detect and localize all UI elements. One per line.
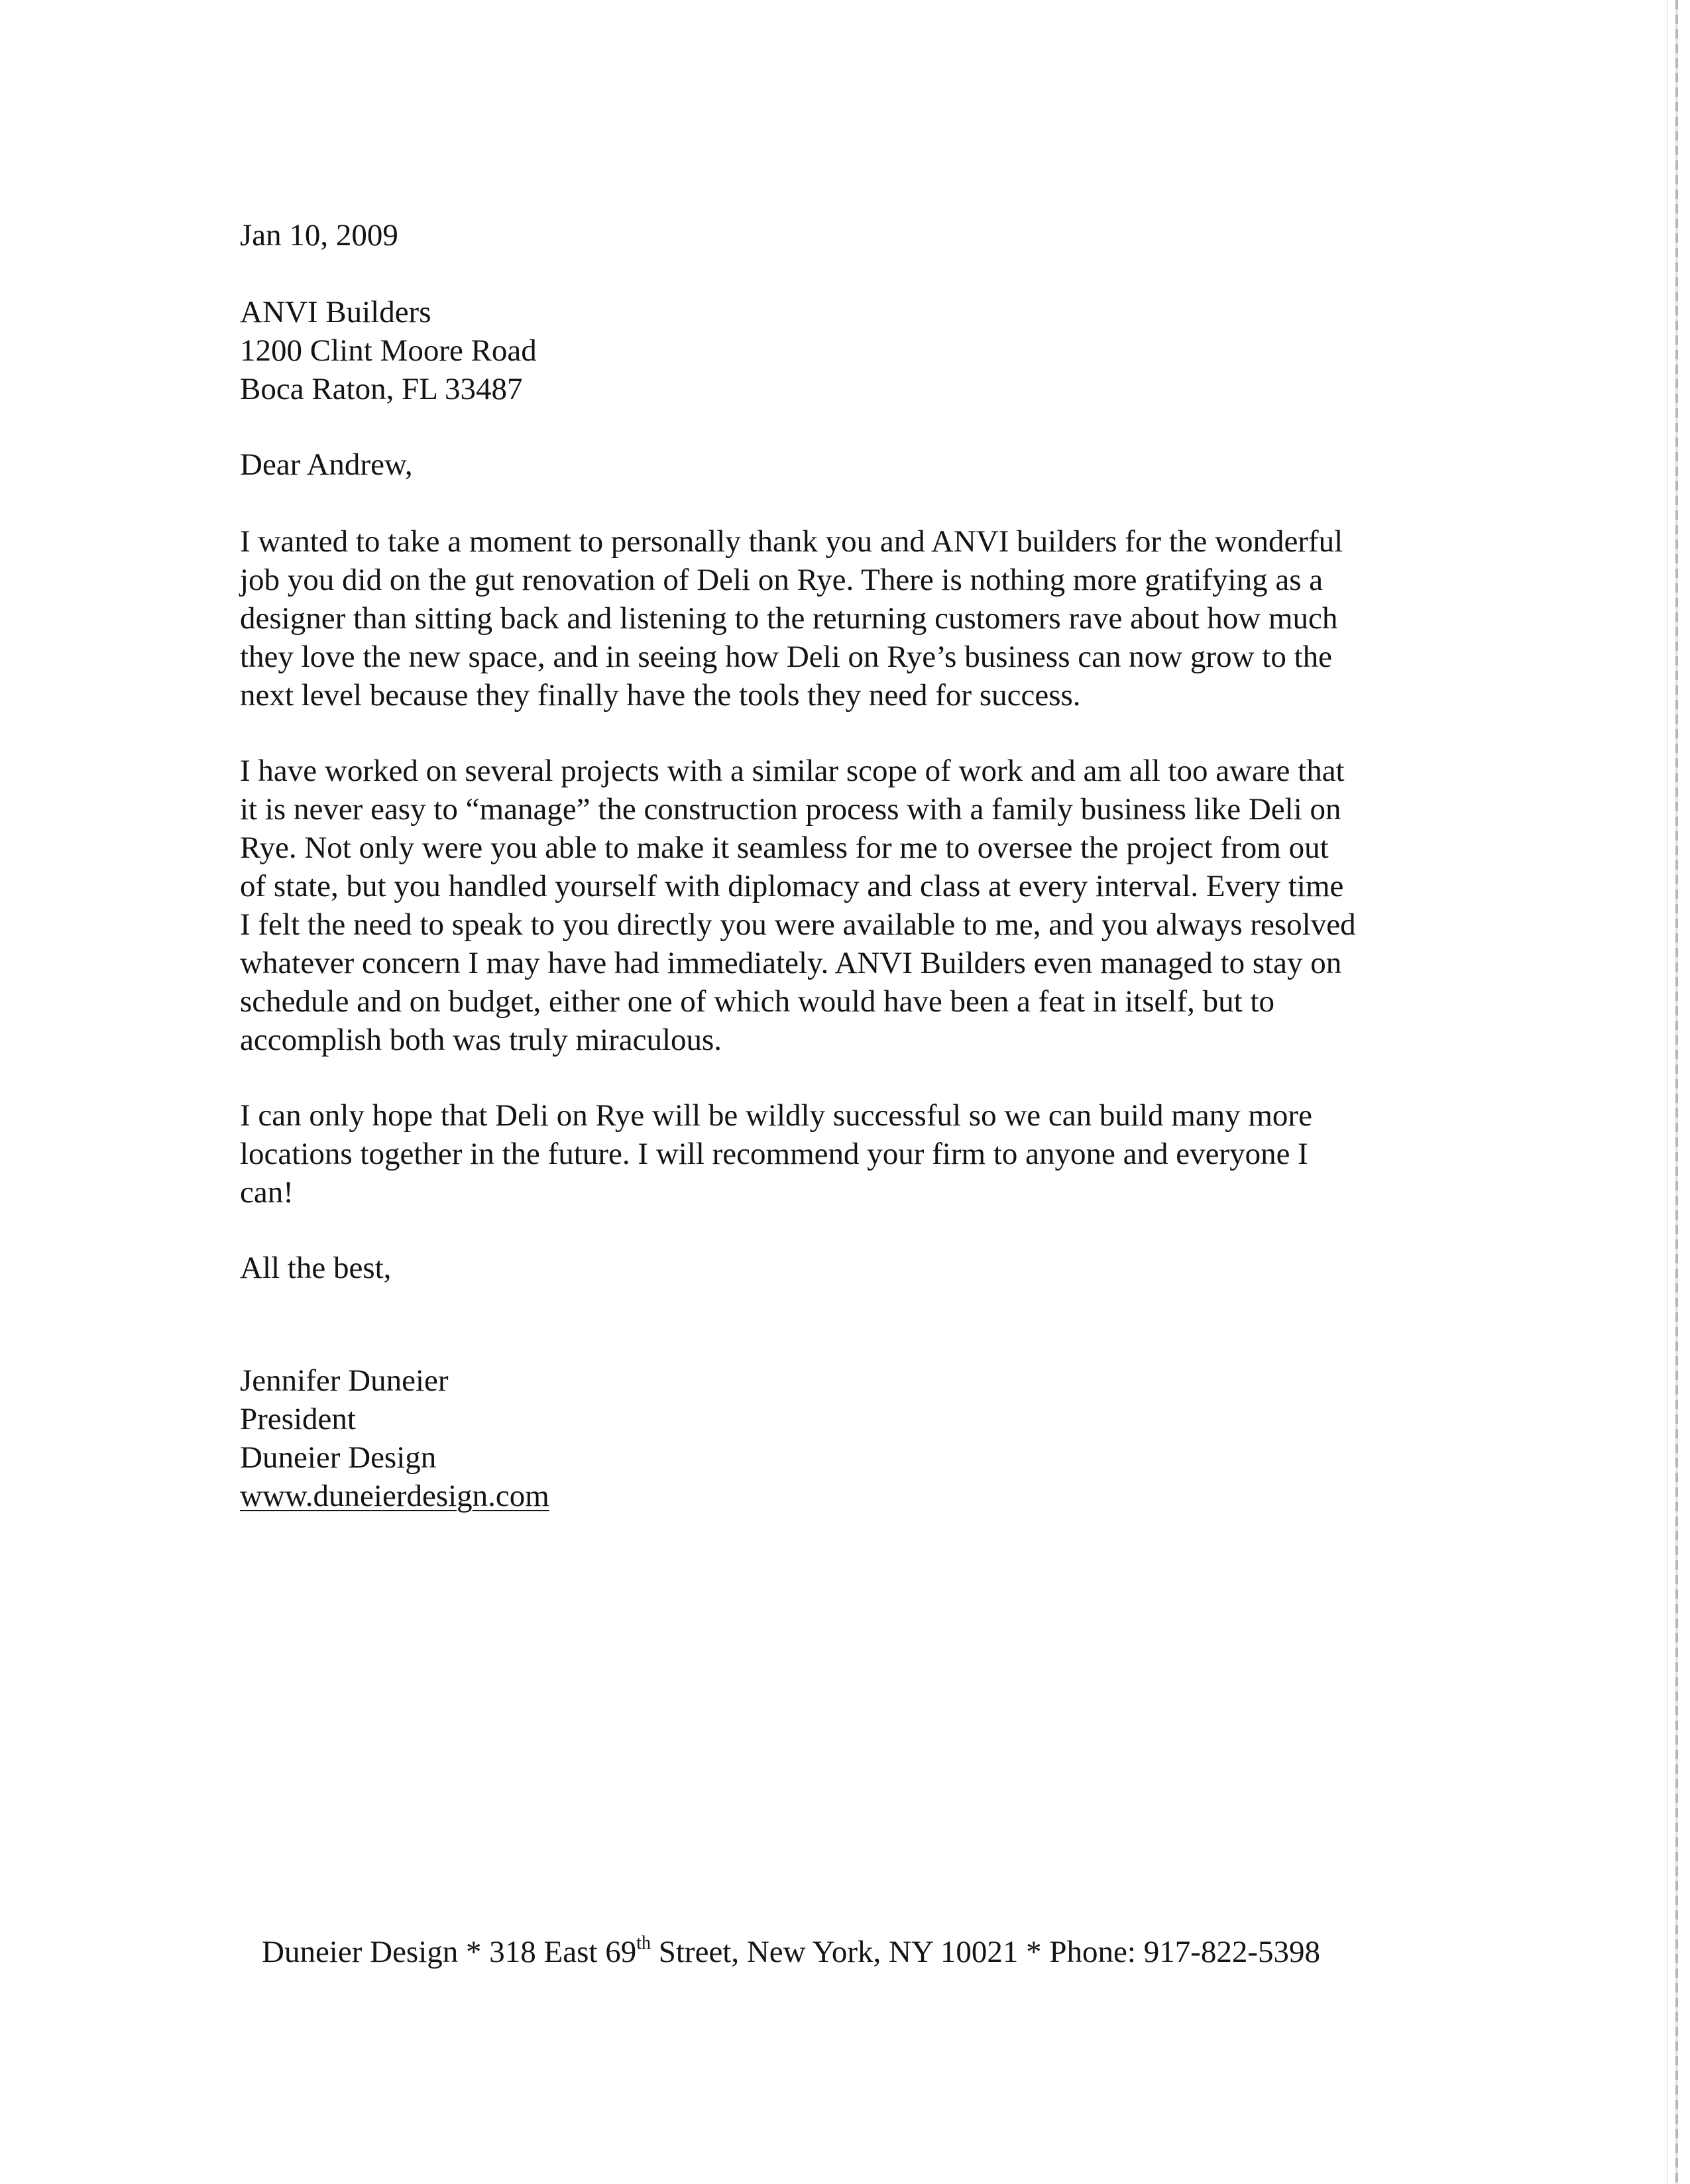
paragraph-line: they love the new space, and in seeing how Deli on Rye’s business can now grow to the: [240, 640, 1332, 674]
paragraph-line: Rye. Not only were you able to make it seamless for me to oversee the project from out: [240, 831, 1329, 865]
paragraph-line: I felt the need to speak to you directly you were available to me, and you always resolved: [240, 907, 1356, 942]
paragraph-line: it is never easy to “manage” the construction process with a family business like Deli on: [240, 792, 1341, 827]
paragraph-line: next level because they finally have the tools they need for success.: [240, 678, 1081, 713]
salutation: [240, 445, 413, 484]
recipient-address: [240, 293, 537, 408]
footer-ordinal-suffix: th: [636, 1933, 651, 1953]
footer-text-end: Street, New York, NY 10021 * Phone: 917-822-5398: [650, 1935, 1321, 1969]
paragraph-line: schedule and on budget, either one of which would have been a feat in itself, but to: [240, 984, 1274, 1019]
paragraph-line: I wanted to take a moment to personally thank you and ANVI builders for the wonderful: [240, 524, 1343, 559]
closing-text: All the best,: [240, 1251, 392, 1285]
signer-name: Jennifer Duneier: [240, 1363, 449, 1398]
signature-block: [240, 1361, 549, 1515]
website-link[interactable]: www.duneierdesign.com: [240, 1479, 549, 1513]
paragraph-3: [240, 1096, 1312, 1212]
paragraph-line: I can only hope that Deli on Rye will be wildly successful so we can build many more: [240, 1098, 1312, 1133]
letter-date: [240, 216, 398, 255]
paragraph-1: [240, 522, 1343, 715]
paragraph-line: designer than sitting back and listening to the returning customers rave about how much: [240, 601, 1338, 636]
paragraph-line: of state, but you handled yourself with diplomacy and class at every interval. Every time: [240, 869, 1344, 903]
signer-title: President: [240, 1402, 356, 1436]
date-text: Jan 10, 2009: [240, 218, 398, 253]
footer-text-start: Duneier Design * 318 East 69: [262, 1935, 637, 1969]
letterhead-footer: [262, 1933, 1455, 1971]
paragraph-line: accomplish both was truly miraculous.: [240, 1023, 722, 1057]
paragraph-2: [240, 752, 1356, 1059]
recipient-city-line: Boca Raton, FL 33487: [240, 372, 523, 406]
paragraph-line: locations together in the future. I will recommend your firm to anyone and everyone I: [240, 1137, 1308, 1171]
salutation-text: Dear Andrew,: [240, 447, 413, 482]
recipient-street: 1200 Clint Moore Road: [240, 333, 537, 368]
paragraph-line: I have worked on several projects with a similar scope of work and am all too aware that: [240, 754, 1345, 788]
closing: [240, 1249, 391, 1287]
paragraph-line: can!: [240, 1175, 294, 1210]
paragraph-line: job you did on the gut renovation of Deli on Rye. There is nothing more gratifying as a: [240, 563, 1324, 597]
recipient-name: ANVI Builders: [240, 295, 431, 329]
signer-company: Duneier Design: [240, 1440, 437, 1475]
paragraph-line: whatever concern I may have had immediately. ANVI Builders even managed to stay on: [240, 946, 1342, 980]
scan-page-edge: [1675, 0, 1678, 2184]
